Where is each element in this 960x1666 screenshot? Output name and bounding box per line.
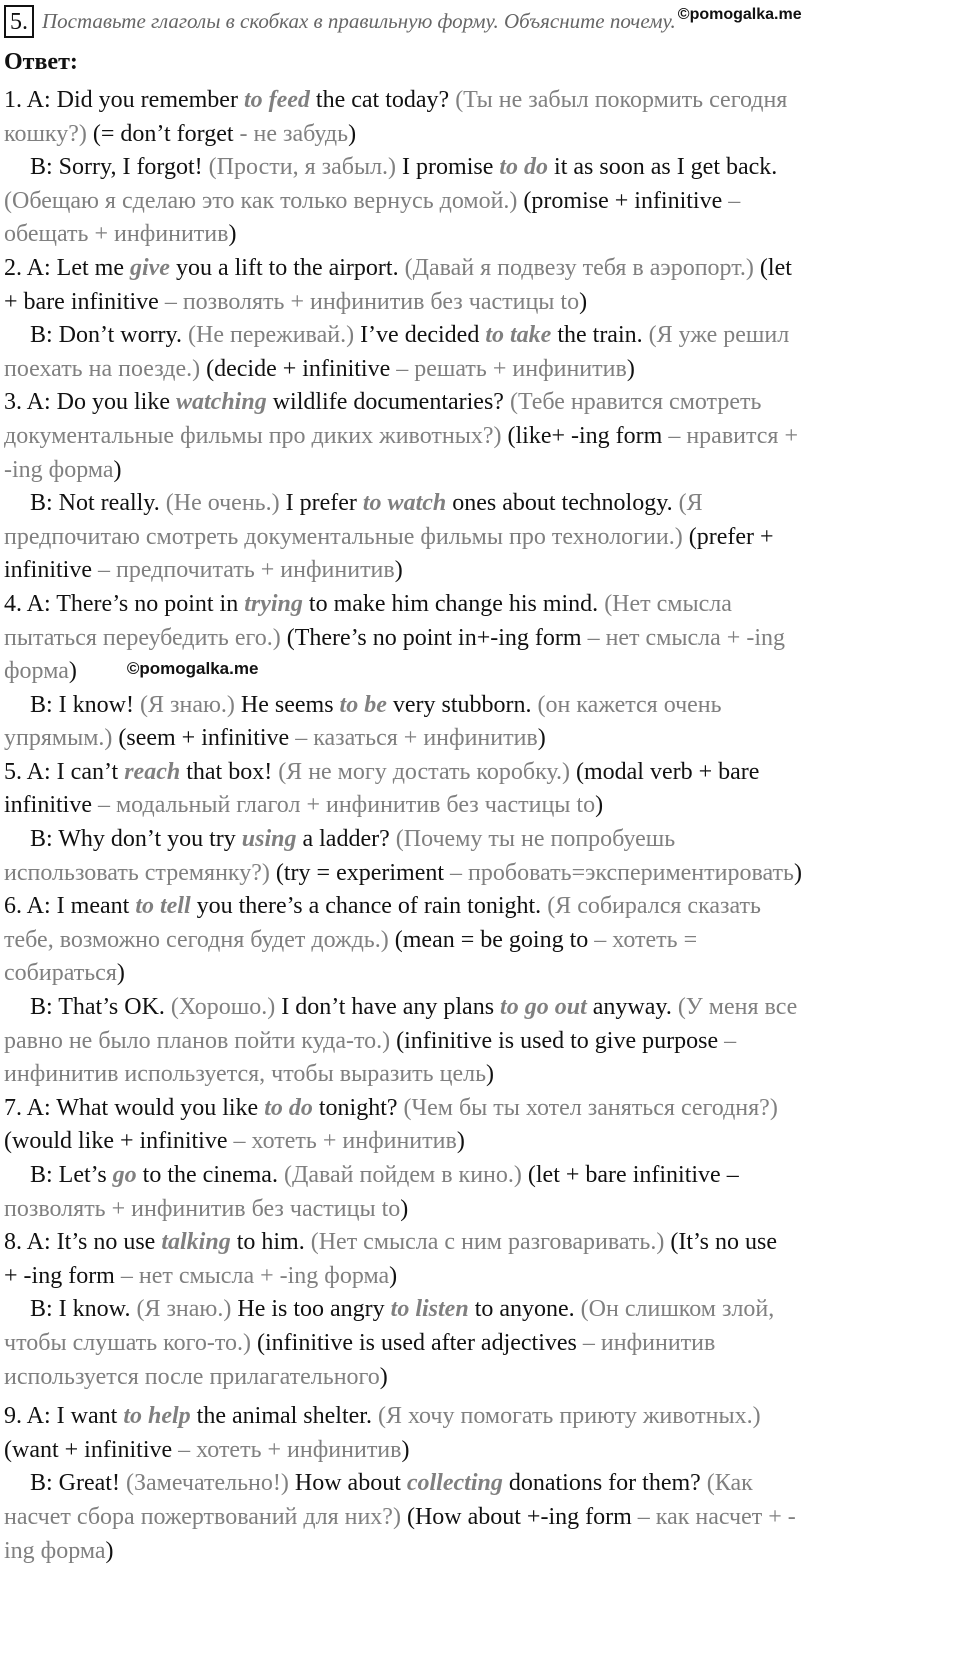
text-line: [4, 487, 956, 521]
text-line: [4, 689, 956, 723]
text-line: [4, 1293, 956, 1327]
answer-verb: to do: [264, 1094, 313, 1121]
english-text: to the cinema.: [136, 1162, 284, 1188]
english-text: I don’t have any plans: [275, 994, 501, 1021]
answer-verb: to watch: [362, 490, 447, 517]
english-text: (prefer +: [682, 523, 774, 550]
russian-translation: (Почему ты не попробуешь: [395, 826, 676, 853]
russian-translation: – нет смысла + -ing форма: [120, 1262, 390, 1289]
english-text: (How about +-ing form: [400, 1503, 638, 1530]
text-line: [4, 218, 956, 252]
english-text: I’ve decided: [354, 322, 486, 349]
english-text: 5. A: I can’t: [4, 758, 125, 785]
russian-translation: – хотеть + инфинитив: [178, 1436, 402, 1463]
russian-translation: обещать + инфинитив: [4, 221, 229, 248]
english-text: to make him change his mind.: [302, 590, 605, 617]
answer-verb: to do: [499, 154, 549, 181]
english-text: 8. A: It’s no use: [4, 1229, 162, 1256]
english-text: ): [394, 557, 403, 584]
english-text: (infinitive is used to give purpose: [390, 1027, 725, 1054]
russian-translation: поехать на поезде.): [4, 355, 201, 382]
inline-watermark: ©pomogalka.me: [126, 659, 259, 679]
english-text: ): [379, 1363, 388, 1390]
text-line: [4, 1535, 956, 1569]
russian-translation: (Нет смысла с ним разговаривать.): [310, 1229, 665, 1256]
text-line: [4, 722, 956, 756]
english-text: ): [68, 658, 77, 685]
russian-translation: (Нет смысла: [604, 590, 732, 617]
english-text: the train.: [551, 322, 649, 349]
russian-translation: – модальный глагол + инфинитив без частицы to: [97, 792, 596, 819]
text-line: [4, 1501, 956, 1535]
answer-verb: using: [241, 826, 297, 853]
russian-translation: (Я знаю.): [140, 691, 235, 718]
english-text: (It’s no use: [664, 1229, 777, 1256]
english-text: (There’s no point in+-ing form: [280, 624, 588, 651]
russian-translation: (Не очень.): [165, 490, 280, 517]
text-line: [4, 588, 956, 622]
english-text: it as soon as I get back.: [548, 154, 778, 181]
english-text: B: Great!: [30, 1470, 126, 1497]
russian-translation: – позволять + инфинитив без частицы to: [164, 288, 580, 315]
russian-translation: – инфинитив: [582, 1329, 716, 1356]
english-text: ): [105, 1537, 114, 1564]
answer-verb: to be: [339, 691, 387, 718]
russian-translation: (Я не могу достать коробку.): [278, 758, 570, 785]
english-text: very stubborn.: [386, 691, 538, 718]
answer-verb: collecting: [406, 1470, 503, 1497]
english-text: ): [793, 859, 802, 886]
russian-translation: (Давай пойдем в кино.): [283, 1162, 522, 1188]
task-number-box: 5.: [4, 5, 34, 38]
english-text: infinitive: [4, 557, 98, 584]
english-text: ): [348, 120, 357, 147]
english-text: the cat today?: [309, 87, 456, 113]
english-text: B: Sorry, I forgot!: [30, 154, 209, 181]
answer-label: Ответ:: [4, 49, 78, 75]
russian-translation: чтобы слушать кого-то.): [4, 1329, 251, 1356]
english-text: (like+ -ing form: [501, 422, 669, 449]
english-text: ): [595, 792, 604, 819]
english-text: He seems: [234, 691, 340, 718]
russian-translation: пытаться переубедить его.): [4, 624, 281, 651]
russian-translation: (Чем бы ты хотел заняться сегодня?): [403, 1094, 778, 1121]
answer-verb: talking: [161, 1229, 231, 1256]
english-text: you a lift to the airport.: [169, 254, 405, 281]
english-text: B: That’s OK.: [30, 994, 171, 1021]
russian-translation: (он кажется очень: [537, 691, 722, 718]
russian-translation: – пробовать=экспериментировать: [450, 859, 794, 886]
english-text: (mean = be going to: [388, 926, 595, 953]
task-instruction: Поставьте глаголы в скобках в правильную форму. Объясните почему.: [42, 8, 676, 33]
russian-translation: – нет смысла + -ing: [587, 624, 785, 651]
task-header: [4, 2, 956, 40]
english-text: ): [486, 1061, 495, 1088]
text-line: [4, 1092, 956, 1126]
text-line: [4, 386, 956, 420]
english-text: 9. A: I want: [4, 1403, 124, 1430]
russian-translation: (Я уже решил: [648, 322, 790, 349]
english-text: to anyone.: [468, 1296, 581, 1323]
english-text: (try = experiment: [269, 859, 451, 886]
russian-translation: - не забудь: [239, 120, 349, 147]
russian-translation: – хотеть =: [594, 926, 698, 953]
russian-translation: (Я знаю.): [136, 1296, 232, 1323]
answer-verb: trying: [244, 590, 303, 617]
russian-translation: – казаться + инфинитив: [295, 725, 538, 752]
english-text: + -ing form: [4, 1262, 121, 1289]
text-line: [4, 252, 956, 286]
text-line: [4, 756, 956, 790]
russian-translation: равно не было планов пойти куда-то.): [4, 1027, 391, 1054]
english-text: ): [537, 725, 546, 752]
english-text: ones about technology.: [446, 490, 679, 517]
english-text: B: Why don’t you try: [30, 826, 242, 853]
english-text: (= don’t forget: [86, 120, 240, 147]
english-text: B: I know!: [30, 691, 140, 718]
russian-translation: – хотеть + инфинитив: [233, 1128, 457, 1155]
russian-translation: предпочитаю смотреть документальные фильмы про технологии.): [4, 523, 683, 550]
text-line: [4, 789, 956, 823]
english-text: (seem + infinitive: [112, 725, 296, 752]
english-text: to him.: [230, 1229, 311, 1256]
russian-translation: (Хорошо.): [170, 994, 276, 1021]
english-text: ): [400, 1195, 409, 1222]
russian-translation: (Он слишком злой,: [580, 1296, 775, 1323]
russian-translation: инфинитив используется, чтобы выразить цель: [4, 1061, 487, 1088]
english-text: tonight?: [312, 1094, 404, 1121]
english-text: wildlife documentaries?: [266, 389, 510, 416]
english-text: He is too angry: [231, 1296, 391, 1323]
text-line: [4, 1226, 956, 1260]
english-text: 3. A: Do you like: [4, 389, 176, 416]
english-text: 6. A: I meant: [4, 893, 136, 920]
text-line: [4, 1058, 956, 1092]
russian-translation: -ing форма: [4, 456, 114, 483]
english-text: ): [113, 456, 122, 483]
text-line: [4, 118, 956, 152]
english-text: (infinitive is used after adjectives: [251, 1329, 583, 1356]
russian-translation: (Обещаю я сделаю это как только вернусь домой.): [4, 187, 518, 214]
russian-translation: документальные фильмы про диких животных?): [4, 422, 502, 449]
russian-translation: (Замечательно!): [125, 1470, 289, 1497]
answer-verb: to feed: [243, 87, 310, 113]
text-line: [4, 655, 956, 689]
russian-translation: (Не переживай.): [188, 322, 355, 349]
english-text: + bare infinitive: [4, 288, 165, 315]
header-watermark: ©pomogalka.me: [677, 6, 802, 23]
text-line: [4, 1025, 956, 1059]
answer-verb: watching: [176, 389, 267, 416]
text-line: [4, 991, 956, 1025]
english-text: (promise + infinitive: [517, 187, 729, 214]
english-text: (would like + infinitive: [4, 1128, 234, 1155]
answer-verb: to tell: [135, 893, 191, 920]
russian-translation: (У меня все: [677, 994, 798, 1021]
answer-verb: to take: [485, 322, 552, 349]
english-text: 2. A: Let me: [4, 254, 130, 281]
text-line: [4, 1434, 956, 1468]
english-text: ): [228, 221, 237, 248]
answer-content: [4, 84, 956, 1568]
english-text: 4. A: There’s no point in: [4, 590, 245, 617]
english-text: you there’s a chance of rain tonight.: [190, 893, 548, 920]
english-text: ): [626, 355, 635, 382]
russian-translation: (Давай я подвезу тебя в аэропорт.): [404, 254, 754, 281]
english-text: ): [389, 1262, 398, 1289]
english-text: donations for them?: [502, 1470, 707, 1497]
russian-translation: – предпочитать + инфинитив: [97, 557, 395, 584]
english-text: ): [579, 288, 588, 315]
russian-translation: –: [728, 187, 741, 214]
english-text: B: Don’t worry.: [30, 322, 188, 349]
english-text: that box!: [180, 758, 279, 785]
document-page: [4, 2, 956, 1568]
russian-translation: насчет сбора пожертвований для них?): [4, 1503, 401, 1530]
text-line: [4, 185, 956, 219]
russian-translation: – решать + инфинитив: [396, 355, 627, 382]
russian-translation: использовать стремянку?): [4, 859, 270, 886]
english-text: (modal verb + bare: [569, 758, 760, 785]
english-text: (decide + infinitive: [200, 355, 397, 382]
answer-verb: go: [112, 1162, 137, 1188]
russian-translation: (Ты не забыл покормить сегодня: [455, 87, 788, 113]
text-line: [4, 420, 956, 454]
answer-verb: to help: [123, 1403, 191, 1430]
english-text: (let + bare infinitive –: [521, 1162, 739, 1188]
english-text: B: I know.: [30, 1296, 137, 1323]
answer-verb: give: [129, 254, 170, 281]
russian-translation: (Я собирался сказать: [547, 893, 761, 920]
text-line: [4, 84, 956, 118]
russian-translation: (Как: [706, 1470, 753, 1497]
english-text: 7. A: What would you like: [4, 1094, 265, 1121]
english-text: ): [401, 1436, 410, 1463]
english-text: ): [116, 960, 125, 987]
russian-translation: позволять + инфинитив без частицы to: [4, 1195, 401, 1222]
text-line: [4, 554, 956, 588]
english-text: B: Let’s: [30, 1162, 113, 1188]
text-line: [4, 454, 956, 488]
russian-translation: используется после прилагательного: [4, 1363, 380, 1390]
russian-translation: собираться: [4, 960, 117, 987]
russian-translation: (Я: [678, 490, 703, 517]
text-line: [4, 1260, 956, 1294]
russian-translation: форма: [4, 658, 69, 685]
text-line: [4, 957, 956, 991]
text-line: [4, 890, 956, 924]
text-line: [4, 857, 956, 891]
english-text: I promise: [396, 154, 500, 181]
text-line: [4, 521, 956, 555]
english-text: How about: [288, 1470, 407, 1497]
russian-translation: упрямым.): [4, 725, 113, 752]
text-line: [4, 622, 956, 656]
russian-translation: (Прости, я забыл.): [208, 154, 397, 181]
text-line: [4, 353, 956, 387]
answer-verb: reach: [124, 758, 181, 785]
text-line: [4, 1361, 956, 1395]
english-text: B: Not really.: [30, 490, 166, 517]
english-text: a ladder?: [296, 826, 396, 853]
text-line: [4, 151, 956, 185]
text-line: [4, 1467, 956, 1501]
russian-translation: –: [724, 1027, 737, 1054]
english-text: I prefer: [279, 490, 363, 517]
english-text: (want + infinitive: [4, 1436, 179, 1463]
answer-verb: to go out: [500, 994, 587, 1021]
text-line: [4, 1193, 956, 1227]
russian-translation: – нравится +: [668, 422, 799, 449]
english-text: the animal shelter.: [190, 1403, 378, 1430]
text-line: [4, 319, 956, 353]
russian-translation: (Я хочу помогать приюту животных.): [377, 1403, 761, 1430]
russian-translation: кошку?): [4, 120, 87, 147]
english-text: infinitive: [4, 792, 98, 819]
answer-verb: to listen: [390, 1296, 469, 1323]
text-line: [4, 1125, 956, 1159]
text-line: [4, 286, 956, 320]
english-text: 1. A: Did you remember: [4, 87, 244, 113]
text-line: [4, 1159, 956, 1193]
russian-translation: – как насчет + -: [637, 1503, 796, 1530]
english-text: (let: [753, 254, 792, 281]
english-text: anyway.: [586, 994, 678, 1021]
english-text: ): [456, 1128, 465, 1155]
text-line: [4, 1400, 956, 1434]
russian-translation: тебе, возможно сегодня будет дождь.): [4, 926, 389, 953]
russian-translation: (Тебе нравится смотреть: [509, 389, 762, 416]
text-line: [4, 1327, 956, 1361]
text-line: [4, 924, 956, 958]
text-line: [4, 823, 956, 857]
russian-translation: ing форма: [4, 1537, 106, 1564]
